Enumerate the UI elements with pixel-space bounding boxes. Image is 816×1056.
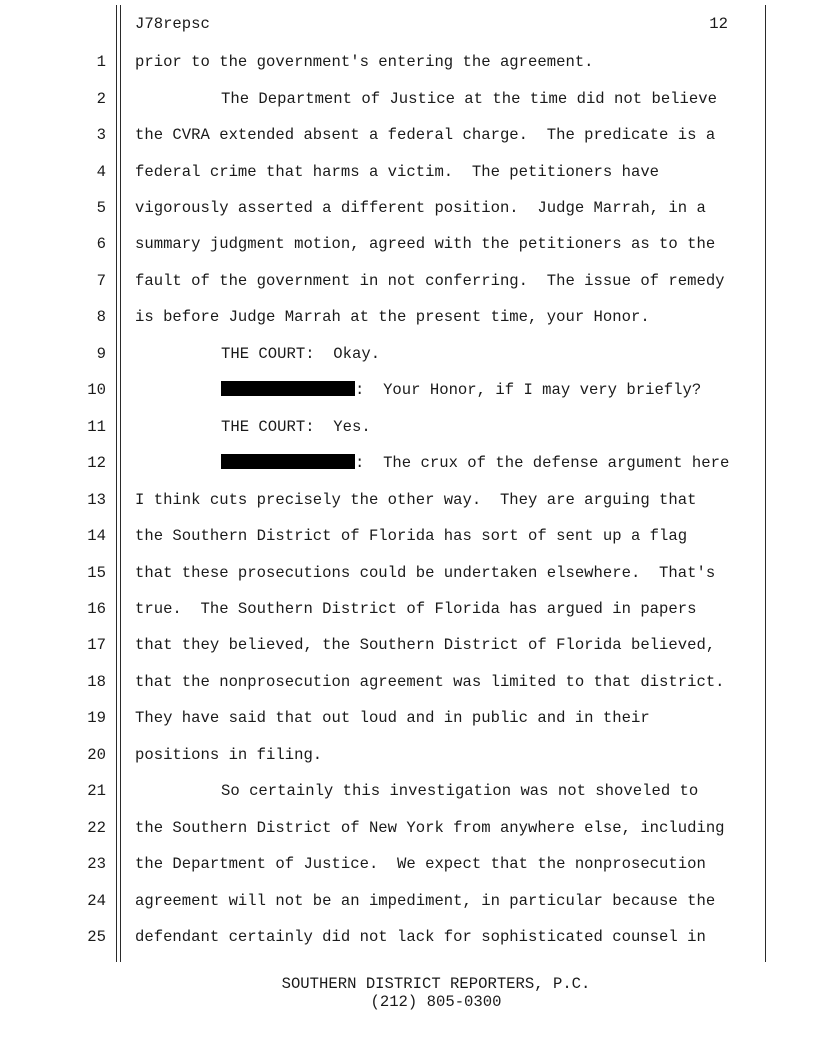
- line-number: 5: [96, 199, 106, 217]
- line-number: 14: [87, 527, 106, 545]
- line-number: 10: [87, 381, 106, 399]
- transcript-line: true. The Southern District of Florida has argued in papers: [135, 600, 697, 618]
- transcript-line: They have said that out loud and in public and in their: [135, 709, 650, 727]
- line-number: 21: [87, 782, 106, 800]
- transcript-line: the CVRA extended absent a federal charge. The predicate is a: [135, 126, 716, 144]
- transcript-line: that the nonprosecution agreement was limited to that district.: [135, 673, 725, 691]
- line-number: 16: [87, 600, 106, 618]
- page-number: 12: [709, 15, 728, 33]
- speaker-line-text: : The crux of the defense argument here: [355, 454, 730, 472]
- transcript-line: So certainly this investigation was not shoveled to: [221, 782, 699, 800]
- transcript-line: summary judgment motion, agreed with the petitioners as to the: [135, 235, 716, 253]
- transcript-line: vigorously asserted a different position. Judge Marrah, in a: [135, 199, 706, 217]
- line-number: 3: [96, 126, 106, 144]
- redaction-bar: [221, 381, 355, 396]
- reporter-phone: (212) 805-0300: [370, 993, 502, 1011]
- right-margin-rule: [765, 5, 766, 962]
- line-number: 24: [87, 892, 106, 910]
- line-number: 23: [87, 855, 106, 873]
- transcript-line: THE COURT: Okay.: [221, 345, 381, 363]
- transcript-line: federal crime that harms a victim. The petitioners have: [135, 163, 660, 181]
- line-number: 25: [87, 928, 106, 946]
- transcript-line: the Southern District of Florida has sort of sent up a flag: [135, 527, 688, 545]
- transcript-line: that they believed, the Southern District of Florida believed,: [135, 636, 716, 654]
- transcript-line: The Department of Justice at the time did not believe: [221, 90, 717, 108]
- transcript-line: THE COURT: Yes.: [221, 418, 371, 436]
- redaction-bar: [221, 454, 355, 469]
- transcript-line: fault of the government in not conferring. The issue of remedy: [135, 272, 725, 290]
- transcript-line: defendant certainly did not lack for sophisticated counsel in: [135, 928, 706, 946]
- transcript-line: the Department of Justice. We expect that the nonprosecution: [135, 855, 706, 873]
- transcript-line: the Southern District of New York from anywhere else, including: [135, 819, 725, 837]
- line-number: 4: [96, 163, 106, 181]
- transcript-line: prior to the government's entering the agreement.: [135, 53, 594, 71]
- speaker-line-text: : Your Honor, if I may very briefly?: [355, 381, 702, 399]
- transcript-line: that these prosecutions could be undertaken elsewhere. That's: [135, 564, 716, 582]
- line-number: 11: [87, 418, 106, 436]
- line-number: 17: [87, 636, 106, 654]
- transcript-line: I think cuts precisely the other way. They are arguing that: [135, 491, 697, 509]
- line-number: 2: [96, 90, 106, 108]
- transcript-line: [135, 380, 701, 400]
- transcript-line: positions in filing.: [135, 746, 323, 764]
- line-number: 9: [96, 345, 106, 363]
- reporter-name: SOUTHERN DISTRICT REPORTERS, P.C.: [281, 975, 591, 993]
- line-number: 12: [87, 454, 106, 472]
- transcript-line: is before Judge Marrah at the present time, your Honor.: [135, 308, 650, 326]
- line-number: 22: [87, 819, 106, 837]
- line-number: 13: [87, 491, 106, 509]
- transcript-line: agreement will not be an impediment, in particular because the: [135, 892, 716, 910]
- line-number: 18: [87, 673, 106, 691]
- line-number: 19: [87, 709, 106, 727]
- document-code: J78repsc: [135, 15, 210, 33]
- left-margin-rule-inner: [120, 5, 121, 962]
- line-number: 1: [96, 53, 106, 71]
- line-number: 7: [96, 272, 106, 290]
- line-number: 6: [96, 235, 106, 253]
- line-number: 20: [87, 746, 106, 764]
- transcript-line: [135, 453, 729, 473]
- line-number: 15: [87, 564, 106, 582]
- left-margin-rule: [116, 5, 117, 962]
- line-number: 8: [96, 308, 106, 326]
